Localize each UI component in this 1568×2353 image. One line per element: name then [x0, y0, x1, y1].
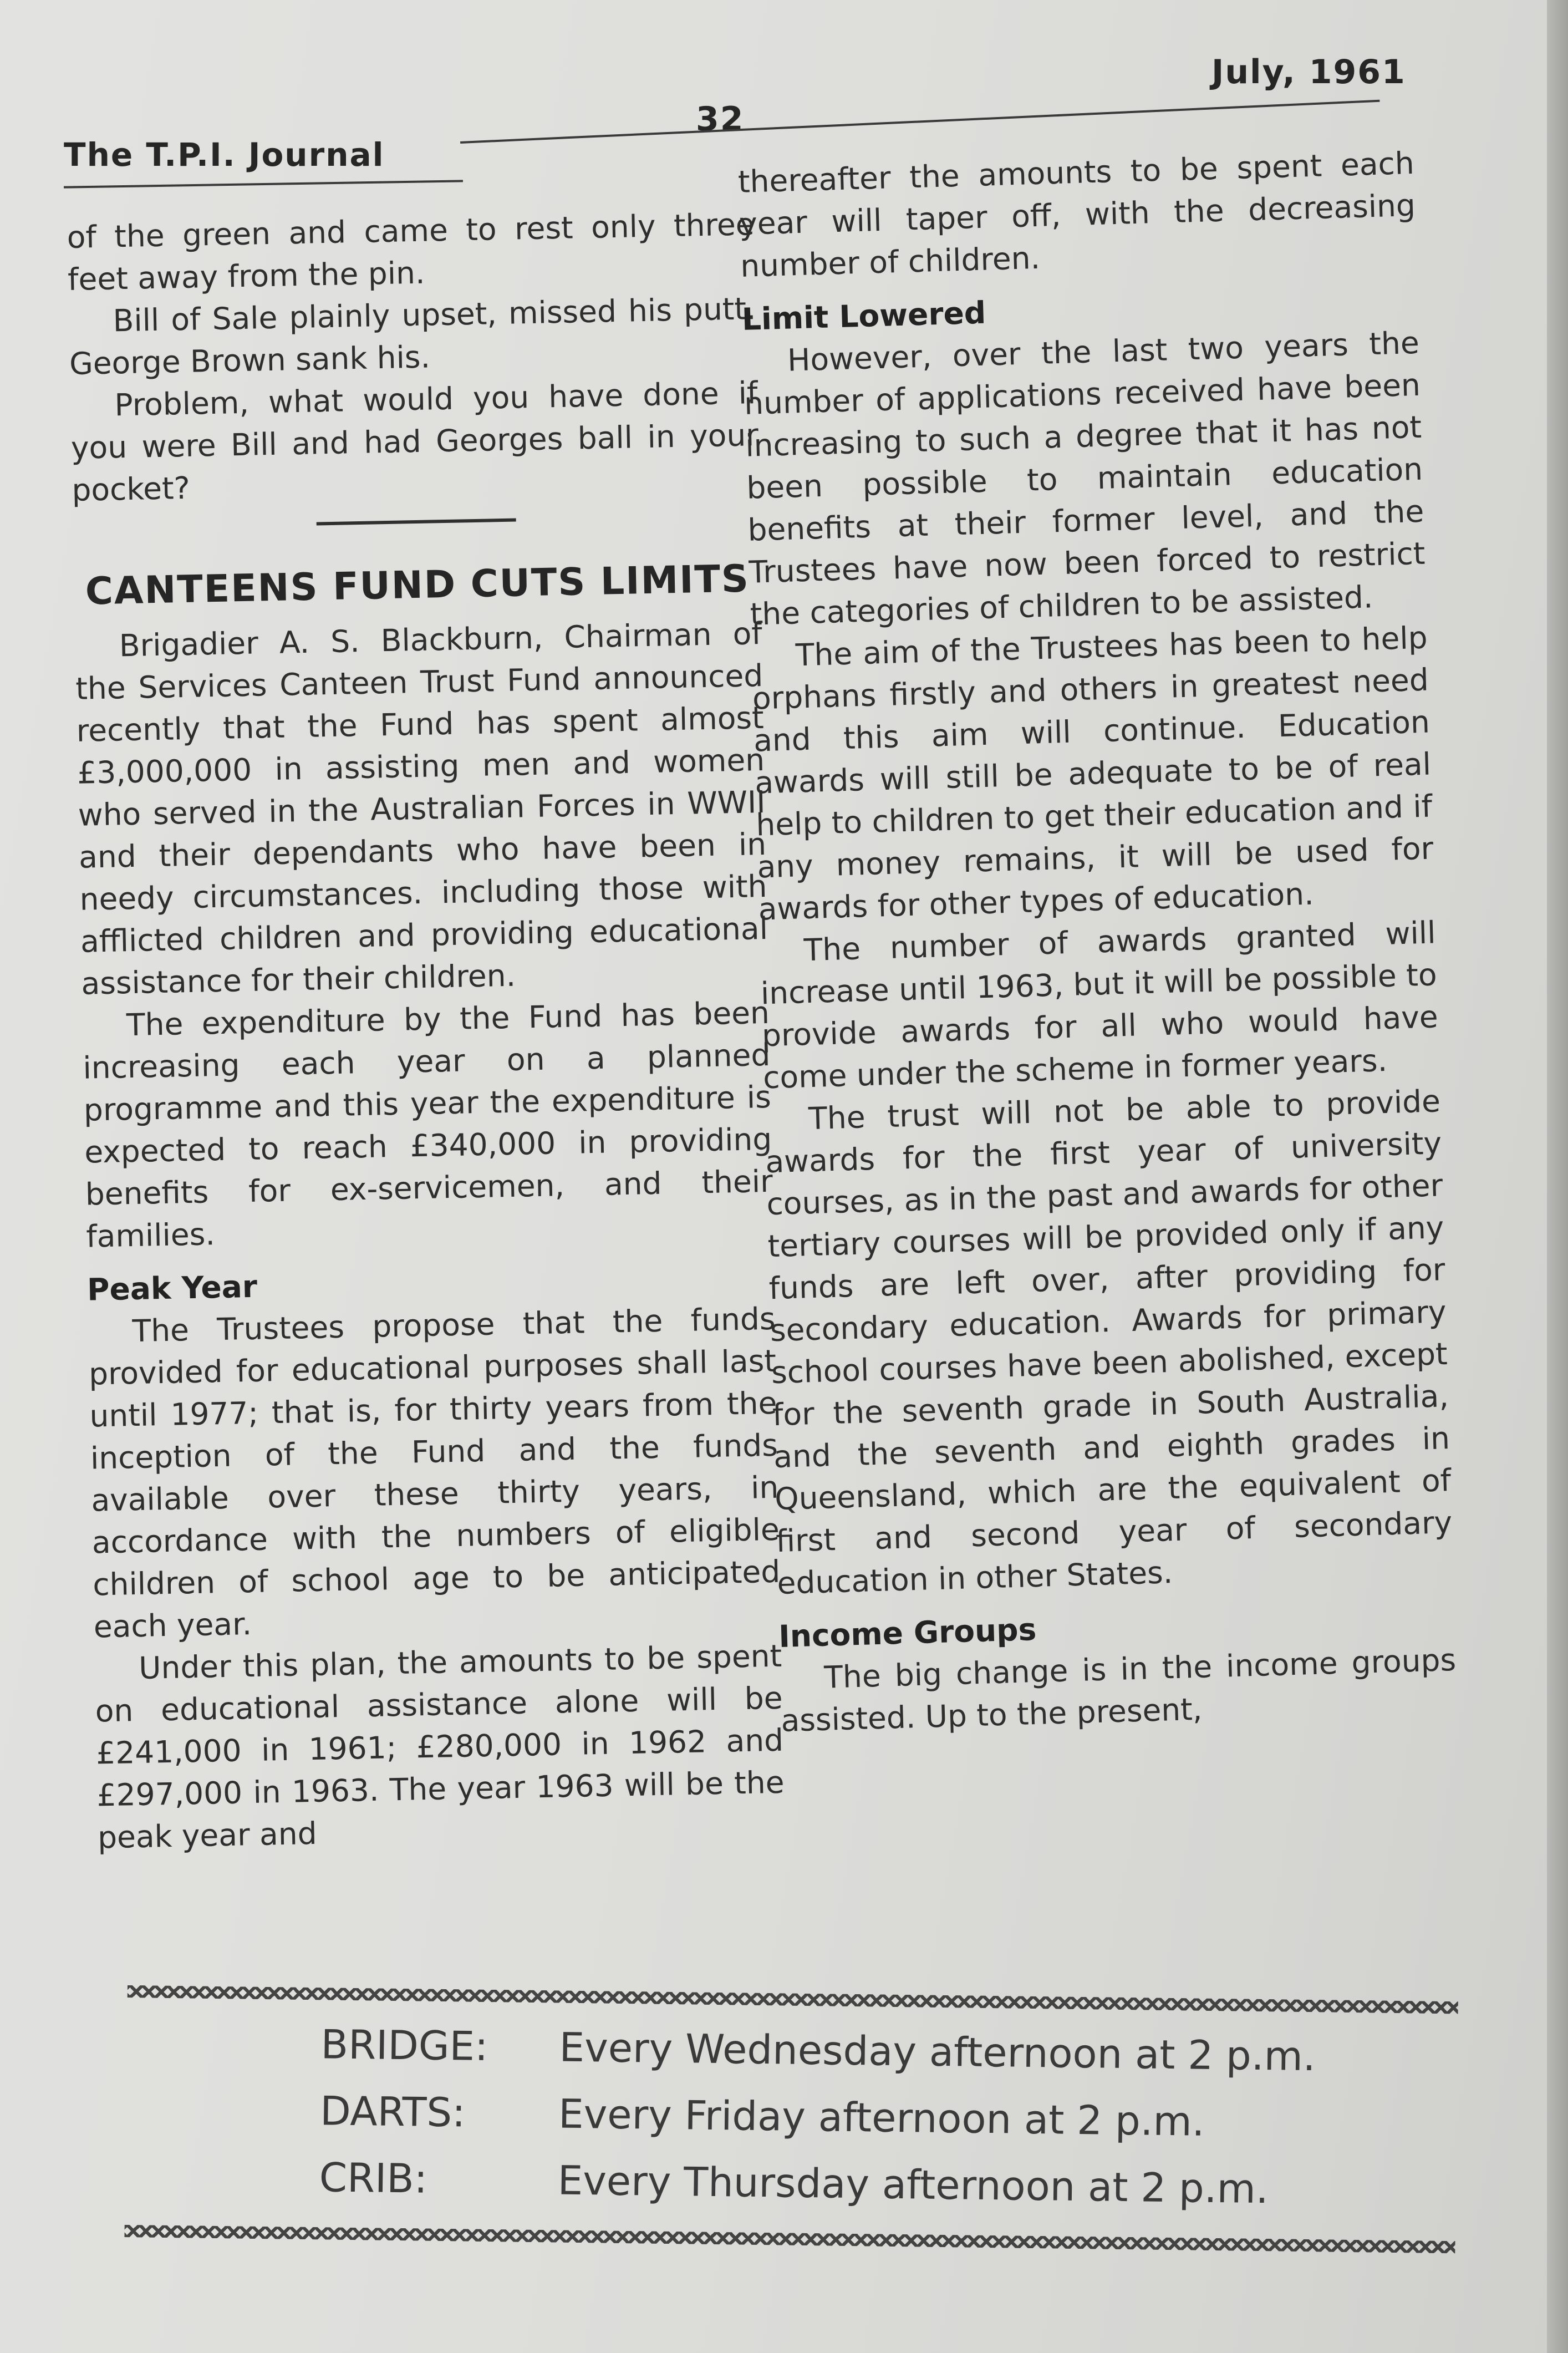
intro-paragraph-2: Bill of Sale plainly upset, missed his putt. George Brown sank his.	[69, 291, 757, 382]
intro-paragraph-1: of the green and came to rest only three feet away from the pin.	[67, 206, 755, 297]
article-paragraph-2: The expenditure by the Fund has been increasing each year on a planned programme and this year the expenditure is expected to reach £340,000 in providing benefits for ex-servicemen, and their families.	[82, 994, 773, 1254]
peak-year-paragraph-1: The Trustees propose that the funds provided for educational purposes shall last until 1977; that is, for thirty years from the inception of the Fund and the funds available over these thirty years, in accordance with the numbers of eligible children of school age to be anticipated each year.	[88, 1300, 781, 1645]
notice-value: Every Thursday afternoon at 2 p.m.	[557, 2157, 1269, 2213]
journal-title: The T.P.I. Journal	[64, 136, 385, 174]
limit-lowered-paragraph-1: However, over the last two years the number of applications received have been increasing to such a degree that it has not been possible to maintain education benefits at their former level, and the Trustees have now been forced to restrict the categories of children to be assisted.	[744, 324, 1426, 632]
limit-lowered-paragraph-4: The trust will not be able to provide awards for the first year of university courses, as in the past and awards for other tertiary courses will be provided only if any funds are left over, after providing for secondary education. Awards for primary school courses have been abolished, except for the seventh grade in South Australia, and the seventh and eighth grades in Queensland, which are the equivalent of first and second year of secondary education in other States.	[765, 1083, 1453, 1601]
section-divider	[317, 519, 516, 526]
subheading-limit-lowered: Limit Lowered	[741, 294, 986, 337]
limit-lowered-paragraph-3: The number of awards granted will increase until 1963, but it will be possible to provide awards for all who would have come under the scheme in former years.	[760, 914, 1439, 1096]
continued-paragraph: thereafter the amounts to be spent each year will taper off, with the decreasing number of children.	[737, 145, 1416, 284]
header-rule-right	[460, 100, 1379, 144]
article-paragraph-1: Brigadier A. S. Blackburn, Chairman of the Services Canteen Trust Fund announced recently that the Fund has spent almost £3,000,000 in assisting men and women who served in the Australian Forces in WWII and their dependants who have been in needy circumstances. including those with afflicted children and providing educational assistance for their children.	[75, 616, 768, 1002]
article-title: CANTEENS FUND CUTS LIMITS	[85, 557, 750, 614]
limit-lowered-paragraph-2: The aim of the Trustees has been to help orphans firstly and others in greatest need and this aim will continue. Education awards will still be adequate to be of real help to children to get their education and if any money remains, it will be used for awards for other types of education.	[752, 619, 1434, 927]
notice-label: DARTS:	[319, 2087, 466, 2136]
notice-value: Every Wednesday afternoon at 2 p.m.	[559, 2024, 1316, 2080]
header-rule-left	[64, 180, 463, 188]
left-column	[67, 203, 786, 1858]
issue-date: July, 1961	[1211, 53, 1406, 92]
activities-notice	[124, 1985, 1458, 2253]
notice-label: BRIDGE:	[320, 2021, 488, 2070]
intro-paragraph-3: Problem, what would you have done if you were Bill and had Georges ball in your pocket?	[70, 375, 759, 508]
subheading-peak-year: Peak Year	[86, 1268, 258, 1308]
income-groups-paragraph-1: The big change is in the income groups assisted. Up to the present,	[780, 1641, 1457, 1739]
peak-year-paragraph-2: Under this plan, the amounts to be spent on educational assistance alone will be £241,000 in 1961; £280,000 in 1962 and £297,000 in 1963. The year 1963 will be the peak year and	[95, 1638, 785, 1856]
notice-value: Every Friday afternoon at 2 p.m.	[558, 2090, 1205, 2145]
subheading-income-groups: Income Groups	[778, 1611, 1037, 1654]
page-edge-shadow	[1547, 0, 1568, 2353]
right-column	[737, 142, 1458, 1742]
notice-label: CRIB:	[319, 2154, 428, 2202]
page-number: 32	[696, 100, 745, 139]
